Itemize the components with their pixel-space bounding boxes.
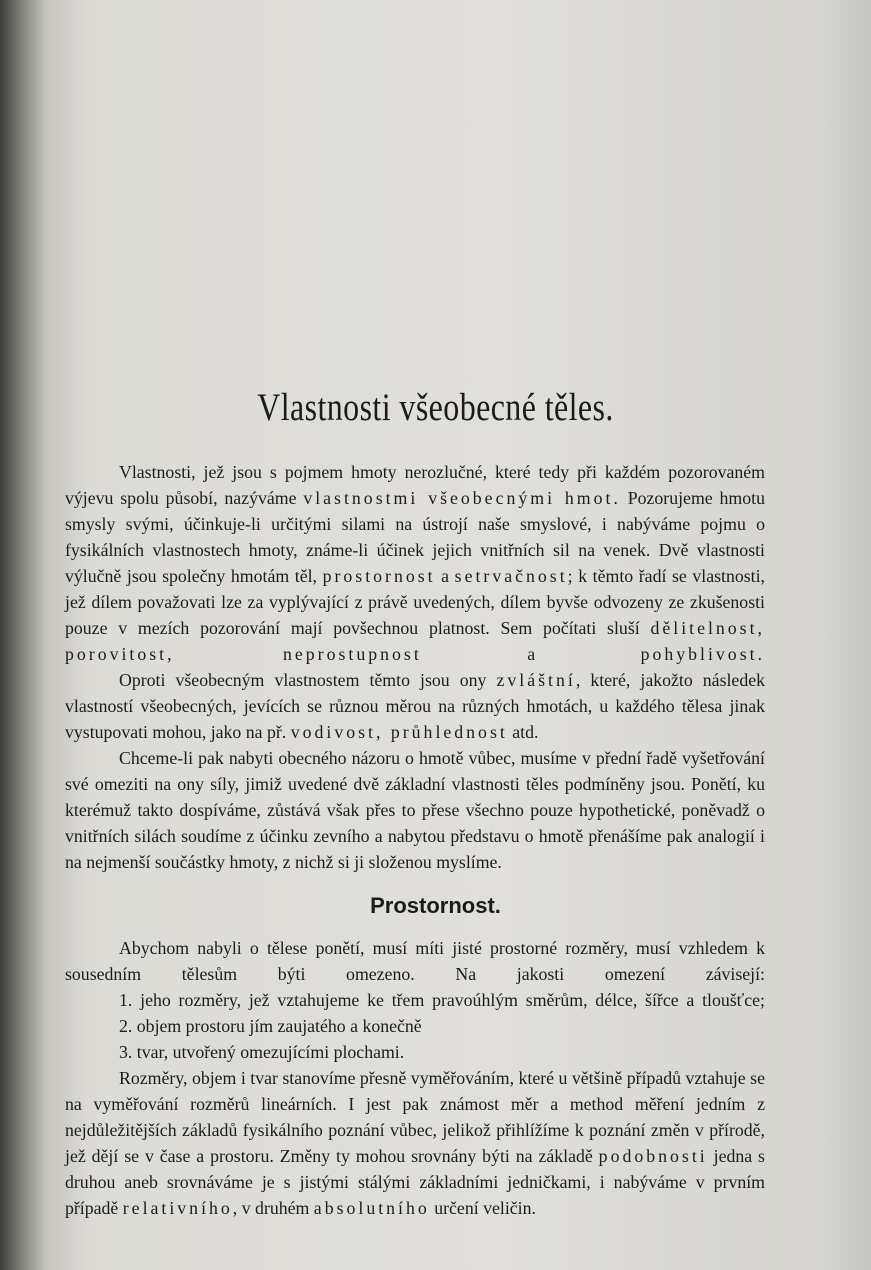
text-run: Vlastnosti, jež jsou s pojmem hmoty nerozlučné, které tedy při každém pozorovaném výjevu spolu působí, nazýváme <box>65 462 765 508</box>
emphasis-text: vlastnostmi všeobecnými hmot. <box>303 488 621 508</box>
emphasis-text: dělitelnost, porovitost, neprostupnost <box>65 618 765 664</box>
section-paragraph-2 <box>65 1065 765 1221</box>
emphasis-text: zvláštní <box>496 670 576 690</box>
text-run: ; k těmto řadí se vlastnosti, jež dílem považovati lze za vyplývající z právě uvedených, dílem byvše odvozeny ze zkušenosti pouze v mezích pozorování mají povšechnou platnost. Sem počítati sluší <box>65 566 765 638</box>
list-item: 3. tvar, utvořený omezujícími plochami. <box>119 1042 405 1062</box>
emphasis-text: podobnosti <box>598 1146 708 1166</box>
text-run: , které, jakožto následek vlastností všeobecných, jevících se různou měrou na různých hmotách, u každého tělesa jinak vystupovati mohou, jako na př. <box>65 670 766 742</box>
emphasis-text: prostornost <box>322 566 436 586</box>
section-heading: Prostornost. <box>370 893 501 918</box>
emphasis-text: absolutního <box>313 1198 430 1218</box>
chapter-title: Vlastnosti všeobecné těles. <box>257 386 614 429</box>
paragraph-3: Chceme-li pak nabyti obecného názoru o hmotě vůbec, musíme v přední řadě vyšetřování své omeziti na ony síly, jimiž uvedené dvě základní vlastnosti těles podmíněny jsou. Ponětí, ku kterémuž takto dospíváme, zůstává však přes to přese všechno pouze hypothetické, poněvadž o vnitřních silách soudíme z účinku zevního a nabytou představu o hmotě přenášíme pak analogií i na nejmenší součástky hmoty, z nichž si ji složenou myslíme. <box>65 748 765 872</box>
text-run: Pozorujeme hmotu smysly svými, účinkuje-li určitými silami na ústrojí naše smyslové, i nabýváme pojmu o fysikálních vlastnostech hmoty, známe-li účinek jejich vnitřních sil na venek. Dvě vlastnosti výlučně jsou společny hmotám těl, <box>65 488 765 586</box>
chapter-body <box>65 459 765 875</box>
text-run: jedna s druhou aneb srovnáváme je s jistými stálými základními jedničkami, i nabýváme v prvním případě <box>65 1146 765 1218</box>
text-run: atd. <box>507 722 539 742</box>
paragraph-1 <box>65 459 765 667</box>
emphasis-text: setrvačnost <box>454 566 568 586</box>
emphasis-text: relativního <box>122 1198 233 1218</box>
emphasis-text: vodivost, průhlednost <box>290 722 508 742</box>
section-body <box>65 935 765 1221</box>
text-run: Oproti všeobecným vlastnostem těmto jsou ony <box>119 670 497 690</box>
section-paragraph-1: Abychom nabyli o tělese ponětí, musí míti jisté prostorné rozměry, musí vzhledem k sousedním tělesům býti omezeno. Na jakosti omezení závisejí: <box>65 938 765 984</box>
text-run: a <box>435 566 455 586</box>
list-item: 2. objem prostoru jím zaujatého a konečně <box>119 1016 422 1036</box>
text-run: určení veličin. <box>429 1198 536 1218</box>
paragraph-2 <box>65 667 765 745</box>
text-run: , v druhém <box>232 1198 314 1218</box>
list-item: 1. jeho rozměry, jež vztahujeme ke třem pravoúhlým směrům, délce, šířce a tloušťce; <box>119 990 765 1010</box>
text-run: a <box>421 644 641 664</box>
emphasis-text: pohyblivost. <box>640 644 765 664</box>
text-run: Rozměry, objem i tvar stanovíme přesně vyměřováním, které u většině případů vztahuje se na vyměřování rozměrů lineárních. I jest pak známost měr a method měření jedním z nejdůležitějších základů fysikálního poznání vůbec, jelikož přihlížíme k poznání změn v přírodě, jež dějí se v čase a prostoru. Změny ty mohou srovnány býti na základě <box>65 1068 765 1166</box>
